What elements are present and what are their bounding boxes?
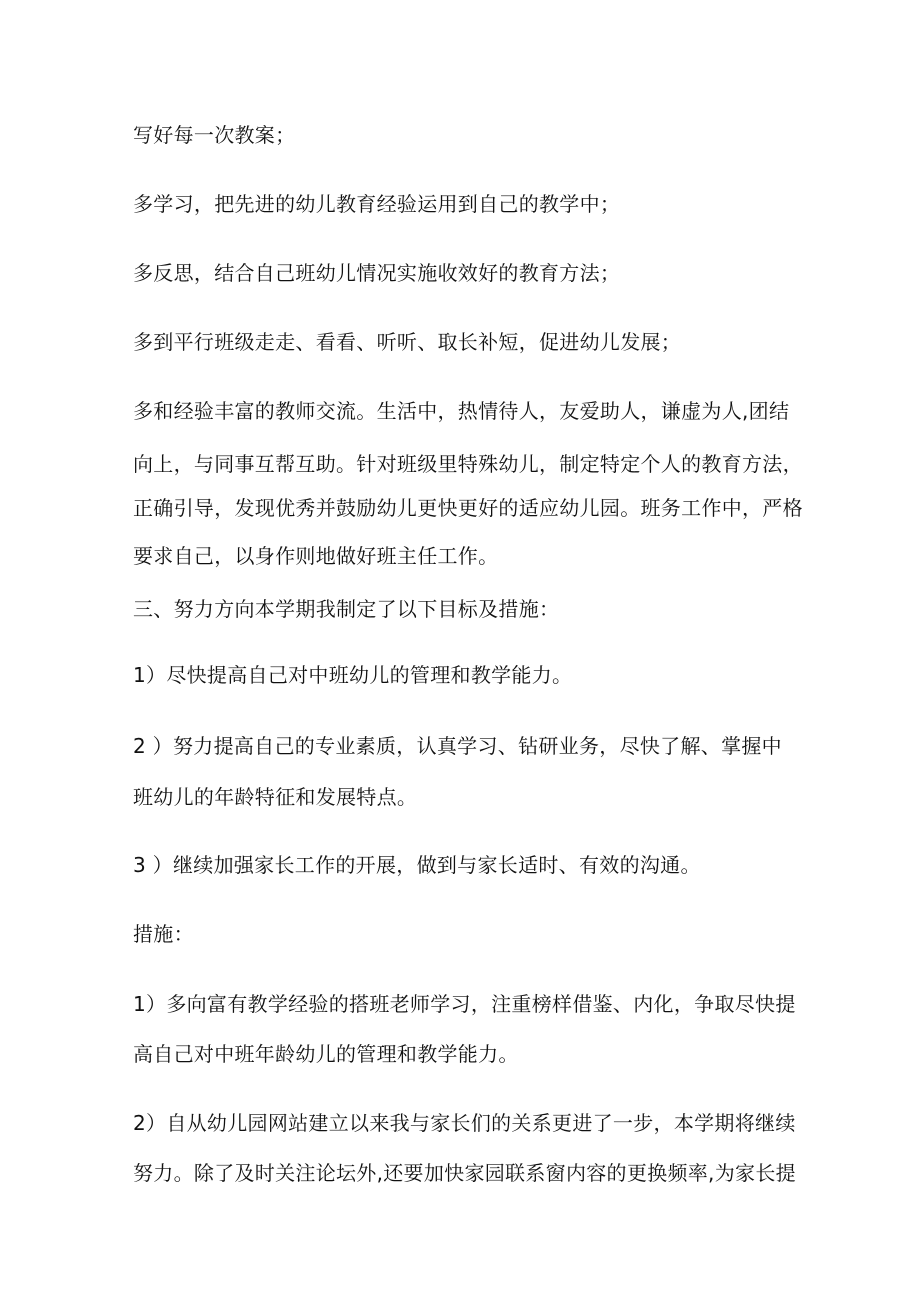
goal-3-line-1: 3 ）继续加强家长工作的开展，做到与家长适时、有效的沟通。 <box>133 853 701 877</box>
measures-heading: 措施： <box>133 922 194 946</box>
goal-2-line-2: 班幼儿的年龄特征和发展特点。 <box>133 785 418 809</box>
paragraph-4-line-1: 多到平行班级走走、看看、听听、取长补短，促进幼儿发展； <box>133 330 682 354</box>
paragraph-1-line-1: 写好每一次教案； <box>133 123 296 147</box>
section-heading: 三、努力方向本学期我制定了以下目标及措施： <box>133 597 560 621</box>
paragraph-5-line-4: 要求自己，以身作则地做好班主任工作。 <box>133 544 499 568</box>
measure-1-line-1: 1）多向富有教学经验的搭班老师学习，注重榜样借鉴、内化，争取尽快提 <box>133 992 796 1016</box>
goal-1-line-1: 1）尽快提高自己对中班幼儿的管理和教学能力。 <box>133 663 573 687</box>
paragraph-3-line-1: 多反思，结合自己班幼儿情况实施收效好的教育方法； <box>133 261 621 285</box>
paragraph-5-line-1: 多和经验丰富的教师交流。生活中，热情待人，友爱助人，谦虚为人,团结 <box>133 399 790 423</box>
paragraph-2-line-1: 多学习，把先进的幼儿教育经验运用到自己的教学中； <box>133 192 621 216</box>
paragraph-5-line-3: 正确引导，发现优秀并鼓励幼儿更快更好的适应幼儿园。班务工作中，严格 <box>133 496 803 520</box>
measure-2-line-2: 努力。除了及时关注论坛外,还要加快家园联系窗内容的更换频率,为家长提 <box>133 1161 796 1185</box>
paragraph-5-line-2: 向上，与同事互帮互助。针对班级里特殊幼儿，制定特定个人的教育方法， <box>133 452 803 476</box>
measure-1-line-2: 高自己对中班年龄幼儿的管理和教学能力。 <box>133 1042 519 1066</box>
goal-2-line-1: 2 ）努力提高自己的专业素质，认真学习、钻研业务，尽快了解、掌握中 <box>133 734 782 758</box>
measure-2-line-1: 2）自从幼儿园网站建立以来我与家长们的关系更进了一步，本学期将继续 <box>133 1111 796 1135</box>
